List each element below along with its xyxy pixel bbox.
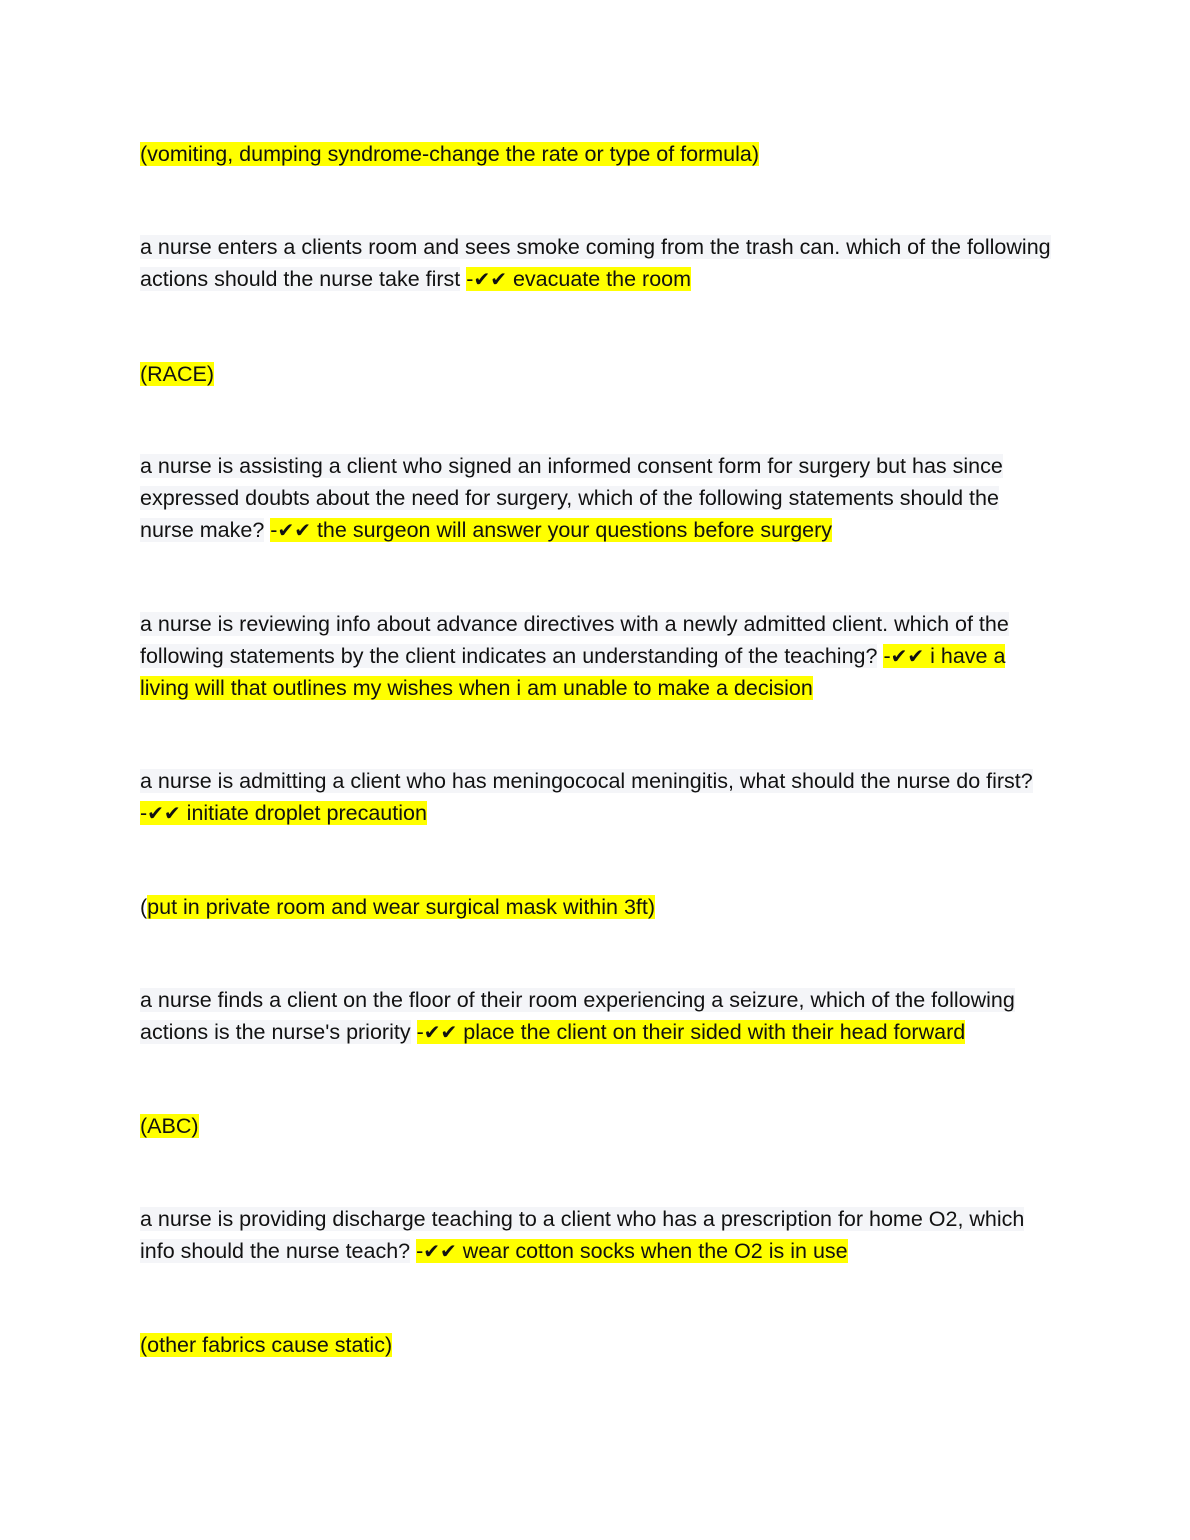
question-text: a nurse enters a clients room and sees smoke coming from the trash can. which of the following actions should the nurse take first [140, 235, 1051, 291]
question-item [140, 608, 1055, 704]
rationale-note [140, 358, 1055, 390]
rationale-note [140, 1329, 1055, 1361]
question-item [140, 450, 1055, 546]
check-marks-icon: ✔✔ [277, 518, 311, 542]
question-text: a nurse is providing discharge teaching to a client who has a prescription for home O2, which info should the nurse teach? [140, 1207, 1025, 1263]
question-item [140, 231, 1055, 295]
highlighted-note: (RACE) [140, 362, 215, 386]
answer-text: initiate droplet precaution [186, 801, 427, 825]
check-marks-icon: ✔✔ [473, 267, 507, 291]
answer-highlight: -✔✔ evacuate the room [466, 267, 692, 291]
highlighted-note: put in private room and wear surgical mask within 3ft) [147, 895, 656, 919]
rationale-note [140, 138, 1055, 170]
answer-text: evacuate the room [512, 267, 692, 291]
highlighted-note: (vomiting, dumping syndrome-change the rate or type of formula) [140, 142, 760, 166]
question-text: a nurse is assisting a client who signed an informed consent form for surgery but has since expressed doubts about the need for surgery, which of the following statements should the nurse make? [140, 454, 1003, 542]
answer-text: the surgeon will answer your questions before surgery [316, 518, 833, 542]
answer-text: place the client on their sided with their head forward [463, 1020, 966, 1044]
rationale-note [140, 891, 1055, 923]
question-item [140, 1203, 1055, 1267]
note-prefix: ( [140, 895, 148, 919]
check-marks-icon: ✔✔ [423, 1020, 458, 1044]
question-text: a nurse finds a client on the floor of their room experiencing a seizure, which of the following actions is the nurse's priority [140, 988, 1015, 1044]
answer-highlight: -✔✔ place the client on their sided with their head forward [416, 1020, 966, 1044]
highlighted-note: (ABC) [140, 1114, 199, 1138]
question-item [140, 984, 1055, 1048]
answer-highlight: -✔✔ initiate droplet precaution [140, 801, 427, 825]
check-marks-icon: ✔✔ [890, 644, 925, 668]
check-marks-icon: ✔✔ [423, 1239, 457, 1263]
question-text: a nurse is admitting a client who has meningococal meningitis, what should the nurse do first? [140, 769, 1033, 793]
answer-text: wear cotton socks when the O2 is in use [462, 1239, 848, 1263]
rationale-note [140, 1110, 1055, 1142]
answer-highlight: -✔✔ wear cotton socks when the O2 is in use [416, 1239, 848, 1263]
question-text: a nurse is reviewing info about advance directives with a newly admitted client. which of the following statements by the client indicates an understanding of the teaching? [140, 612, 1009, 668]
answer-highlight: -✔✔ the surgeon will answer your questions before surgery [270, 518, 833, 542]
highlighted-note: (other fabrics cause static) [140, 1333, 393, 1357]
answer-text: i have a living will that outlines my wishes when i am unable to make a decision [140, 644, 1006, 700]
check-marks-icon: ✔✔ [147, 801, 181, 825]
question-item [140, 765, 1055, 829]
answer-highlight: -✔✔ i have a living will that outlines my wishes when i am unable to make a decision [140, 644, 1006, 700]
